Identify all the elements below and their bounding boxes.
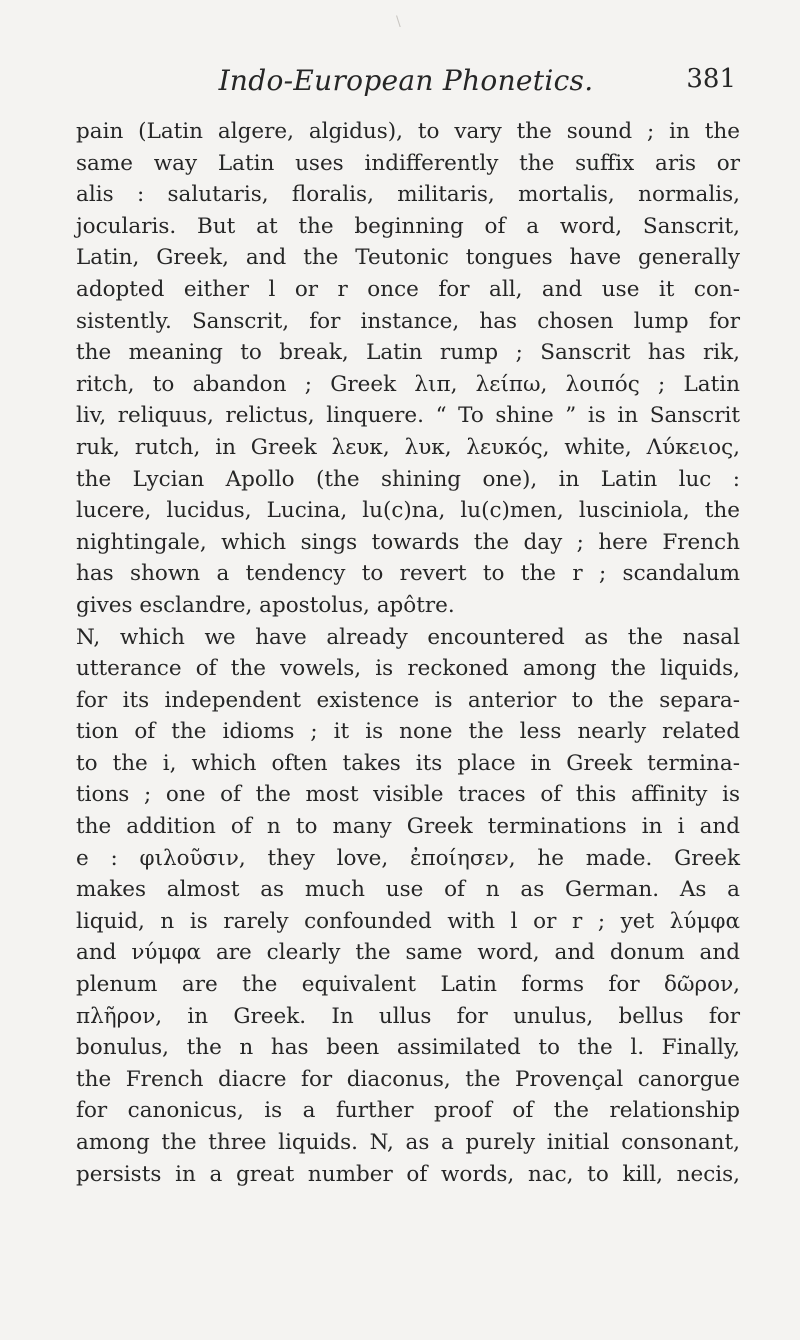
text-line: Latin, Greek, and the Teutonic tongues have generally [76, 245, 740, 271]
text-line: ritch, to abandon ; Greek λιπ, λείπω, λοιπός ; Latin [76, 371, 740, 397]
text-line: the Lycian Apollo (the shining one), in Latin luc : [76, 466, 740, 492]
text-line: πλῆρον, in Greek. In ullus for unulus, bellus for [76, 1003, 740, 1029]
text-line: gives esclandre, apostolus, apôtre. [76, 592, 455, 618]
text-line: liquid, n is rarely confounded with l or r ; yet λύμφα [76, 908, 740, 934]
text-line: nightingale, which sings towards the day ; here French [76, 529, 740, 555]
text-line: ruk, rutch, in Greek λευκ, λυκ, λευκός, white, Λύκειος, [76, 434, 740, 460]
body-text [76, 116, 740, 1190]
text-line: jocularis. But at the beginning of a word, Sanscrit, [76, 213, 740, 239]
text-line: bonulus, the n has been assimilated to the l. Finally, [76, 1035, 740, 1061]
text-line: liv, reliquus, relictus, linquere. “ To shine ” is in Sanscrit [76, 403, 740, 429]
text-line: has shown a tendency to revert to the r ; scandalum [76, 561, 740, 587]
text-line: the meaning to break, Latin rump ; Sanscrit has rik, [76, 340, 740, 366]
text-line: persists in a great number of words, nac, to kill, necis, [76, 1161, 740, 1187]
text-line: makes almost as much use of n as German. As a [76, 877, 740, 903]
text-line: tions ; one of the most visible traces of this affinity is [76, 782, 740, 808]
text-line: sistently. Sanscrit, for instance, has chosen lump for [76, 308, 740, 334]
text-line: e : φιλοῦσιν, they love, ἐποίησεν, he made. Greek [76, 845, 740, 871]
page-smudge-mark: \ [396, 14, 401, 30]
text-line: the addition of n to many Greek terminations in i and [76, 814, 740, 840]
text-line: plenum are the equivalent Latin forms for δῶρον, [76, 972, 740, 998]
text-line: same way Latin uses indifferently the suffix aris or [76, 150, 740, 176]
text-line: the French diacre for diaconus, the Provençal canorgue [76, 1066, 740, 1092]
text-line: tion of the idioms ; it is none the less nearly related [76, 719, 740, 745]
page-header [76, 64, 736, 108]
text-line: and νύμφα are clearly the same word, and donum and [76, 940, 740, 966]
text-line: pain (Latin algere, algidus), to vary the sound ; in the [76, 119, 740, 144]
text-line: adopted either l or r once for all, and use it con- [76, 276, 740, 302]
text-line: for its independent existence is anterior to the separa- [76, 687, 740, 713]
page-number: 381 [686, 64, 736, 94]
text-line: lucere, lucidus, Lucina, lu(c)na, lu(c)men, lusciniola, the [76, 498, 740, 524]
text-line: for canonicus, is a further proof of the relationship [76, 1098, 740, 1124]
text-line: to the i, which often takes its place in Greek termina- [76, 750, 740, 776]
text-line: alis : salutaris, floralis, militaris, mortalis, normalis, [76, 182, 740, 208]
text-line: among the three liquids. N, as a purely initial consonant, [76, 1130, 740, 1155]
running-title: Indo-European Phonetics. [218, 64, 594, 97]
text-line: utterance of the vowels, is reckoned among the liquids, [76, 656, 740, 682]
text-line: N, which we have already encountered as the nasal [76, 624, 740, 650]
